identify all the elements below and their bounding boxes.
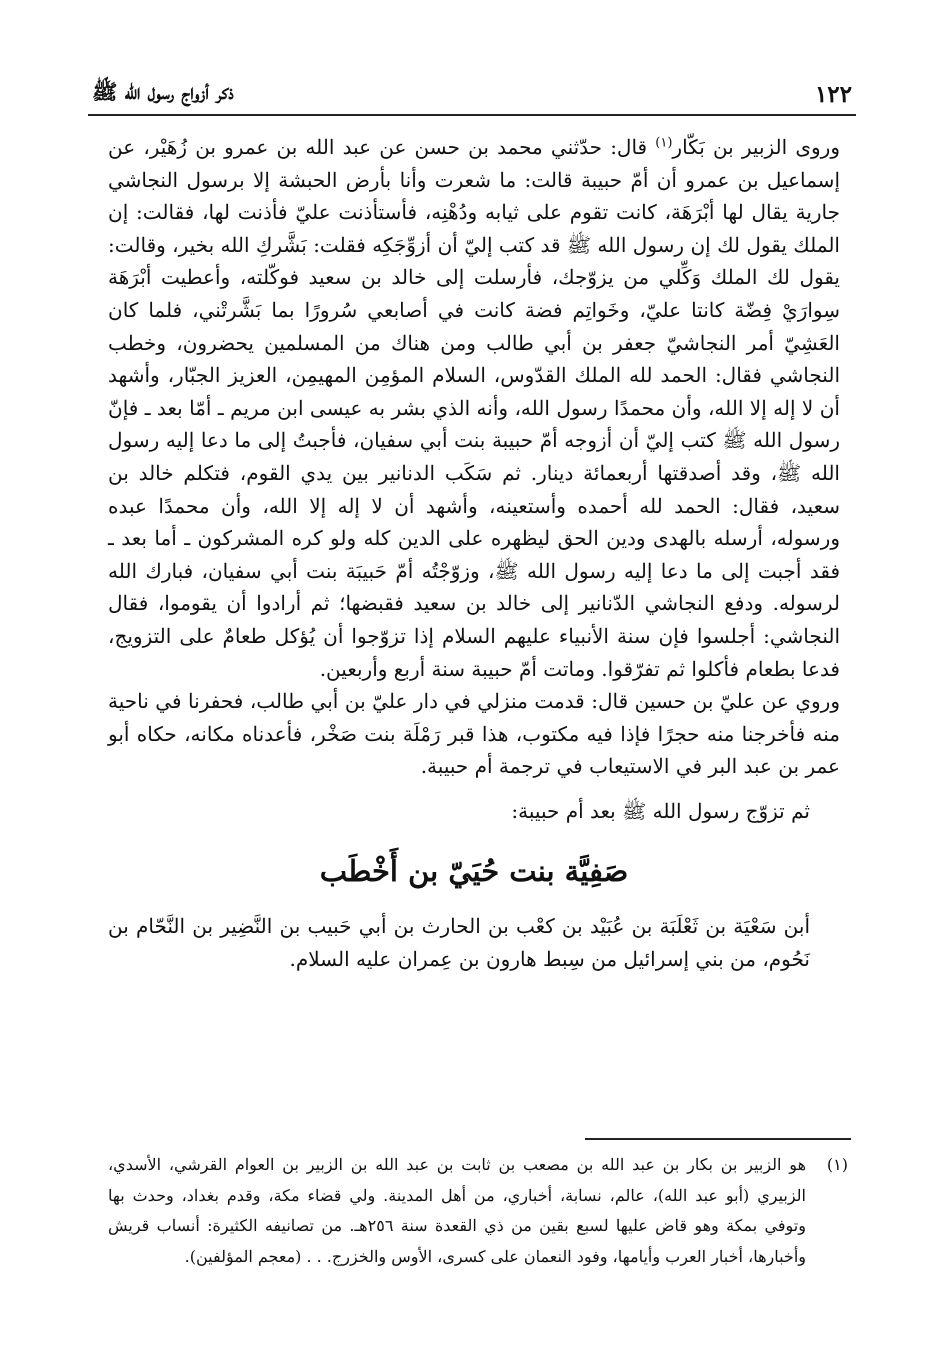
page-header (92, 74, 852, 114)
paragraph-start: وروى الزبير بن بَكّار (672, 135, 840, 159)
footnote (108, 1150, 848, 1272)
footnote-number: (١) (826, 1155, 848, 1174)
footnote-text: هو الزبير بن بكار بن عبد الله بن مصعب بن ثابت بن عبد الله بن الزبير بن العوام القرشي، الأسدي، الزبيري (أبو عبد الله)، عالم، نسابة، أخباري، من أهل المدينة. ولي قضاء مكة، وقدم بغداد، وحدث بها وتوفي بمكة وهو قاض عليها لسبع بقين من ذي القعدة سنة ٢٥٦هـ. من تصانيفه الكثيرة: أنساب قريش وأخبارها، أخبار العرب وأيامها، وفود النعمان على كسرى، الأوس والخزرج. . . (معجم المؤلفين). (108, 1155, 806, 1266)
page-number: ١٢٢ (814, 80, 852, 108)
paragraph-lineage: أبن سَعْيَة بن ثَعْلَبَة بن عُبَيْد بن كعْب بن الحارث بن أبي حَبيب بن النَّضِير بن النَّحّام بن نَحُوم، من بني إسرائيل من سِبط هارون بن عِمران عليه السلام. (108, 914, 810, 971)
paragraph-grave-account: وروي عن عليّ بن حسين قال: قدمت منزلي في دار عليّ بن أبي طالب، فحفرنا في ناحية منه فأخرجنا منه حجرًا فإذا فيه مكتوب، هذا قبر رَمْلَة بنت صَخْر، فأعدناه مكانه، حكاه أبو عمر بن عبد البر في الاستيعاب في ترجمة أم حبيبة. (108, 689, 840, 779)
running-title: ذكر أزواج رسول الله ﷺ (92, 78, 234, 104)
footnote-rule (585, 1138, 851, 1140)
footnote-reference[interactable]: (١) (655, 135, 673, 151)
paragraph-transition: ثم تزوّج رسول الله ﷺ بعد أم حبيبة: (511, 798, 810, 823)
section-title: صَفِيَّة بنت حُيَيّ بن أَخْطَب (319, 854, 629, 889)
main-text (108, 131, 840, 975)
paragraph-continuation: قال: حدّثني محمد بن حسن عن عبد الله بن عمرو بن زُهَيْر، عن إسماعيل بن عمرو أن أمّ حبيبة قالت: ما شعرت وأنا بأرض الحبشة إلا برسول النجاشي جارية يقال لها أبْرَهَة، كانت تقوم على ثيابه ودُهْنِه، فأستأذنت عليّ فأذنت لها، فقالت: إن الملك يقول لك إن رسول الله ﷺ قد كتب إليّ أن أزوِّجَكِه فقلت: بَشَّركِ الله بخير، وقالت: يقول لك الملك وَكِّلي من يزوّجك، فأرسلت إلى خالد بن سعيد فوكّلته، وأعطيت أبْرَهَة سِوارَيْ فِضّة كانتا عليّ، وخَواتِم فضة كانت في أصابعي سُرورًا بما بَشَّرتْني، فلما كان العَشِيّ أمر النجاشيّ جعفر بن أبي طالب ومن هناك من المسلمين يحضرون، وخطب النجاشي فقال: الحمد لله الملك القدّوس، السلام المؤمِن المهيمِن، العزيز الجبّار، وأشهد أن لا إله إلا الله، وأن محمدًا رسول الله، وأنه الذي بشر به عيسى ابن مريم ـ أمّا بعد ـ فإنّ رسول الله ﷺ كتب إليّ أن أزوجه أمّ حبيبة بنت أبي سفيان، فأجبتُ إلى ما دعا إليه رسول الله ﷺ، وقد أصدقتها أربعمائة دينار. ثم سَكَب الدنانير بين يدي القوم، فتكلم خالد بن سعيد، فقال: الحمد لله أحمده وأستعينه، وأشهد أن لا إله إلا الله، وأن محمدًا عبده ورسوله، أرسله بالهدى ودين الحق ليظهره على الدين كله ولو كره المشركون ـ أما بعد ـ فقد أجبت إلى ما دعا إليه رسول الله ﷺ، وزوّجْتُه أمّ حَبيبَة بنت أبي سفيان، فبارك الله لرسوله. ودفع النجاشي الدّنانير إلى خالد بن سعيد فقبضها؛ ثم أرادوا أن يقوموا، فقال النجاشي: أجلسوا فإن سنة الأنبياء عليهم السلام إذا تزوّجوا أن يُؤكل طعامٌ على التزويج، فدعا بطعام فأكلوا ثم تفرّقوا. وماتت أمّ حبيبة سنة أربع وأربعين. (108, 135, 840, 681)
header-rule (88, 114, 856, 116)
paragraph-marriage-account (108, 131, 840, 685)
